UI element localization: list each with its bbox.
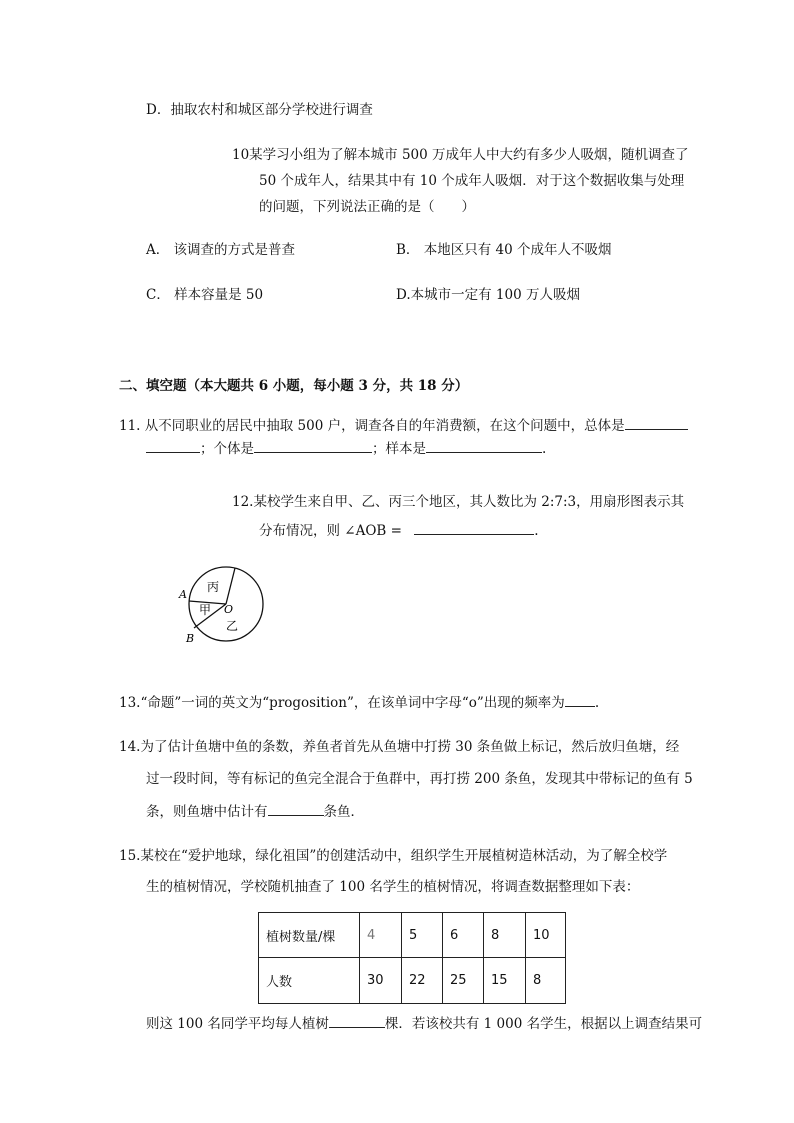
- pie-chart-figure: [168, 558, 268, 650]
- q10-stem-line2: 50 个成年人，结果其中有 10 个成年人吸烟．对于这个数据收集与处理: [259, 173, 685, 189]
- q12-end: .: [534, 523, 539, 539]
- q13-end: .: [594, 695, 600, 711]
- q11-line1: [119, 415, 688, 436]
- region-yi: 乙: [226, 619, 239, 633]
- q10-option-a: A． 该调查的方式是普查: [146, 242, 296, 258]
- table-cell: 25: [443, 958, 484, 1004]
- q11-blank-population: [625, 415, 688, 430]
- table-row-people: [259, 958, 566, 1004]
- q14-line1: 14.为了估计鱼塘中鱼的条数，养鱼者首先从鱼塘中打捞 30 条鱼做上标记，然后放归鱼塘，经: [119, 739, 680, 755]
- q15-line1: 15.某校在“爱护地球，绿化祖国”的创建活动中，组织学生开展植树造林活动，为了解全校学: [119, 848, 668, 864]
- table-cell: 6: [443, 913, 484, 958]
- q11-blank-sample: [426, 438, 542, 453]
- radius-third: [226, 568, 235, 604]
- q15-text-a: 则这 100 名同学平均每人植树: [146, 1016, 329, 1032]
- q10-stem-line3: 的问题，下列说法正确的是（ ）: [259, 199, 475, 215]
- table-header-quantity: 植树数量/棵: [259, 913, 360, 958]
- table-cell: 22: [402, 958, 443, 1004]
- table-cell: 8: [484, 913, 526, 958]
- q15-line3: [146, 1013, 702, 1034]
- region-bing: 丙: [207, 580, 220, 594]
- table-cell: 10: [526, 913, 566, 958]
- q15-blank: [329, 1013, 385, 1028]
- q10-option-b: B． 本地区只有 40 个成年人不吸烟: [396, 242, 612, 258]
- q13-text: 13.“命题”一词的英文为“progosition”，在该单词中字母“o”出现的频率为: [119, 695, 565, 711]
- q11-line2: [146, 438, 546, 459]
- section-heading: 二、填空题（本大题共 6 小题，每小题 3 分，共 18 分）: [119, 378, 469, 394]
- table-cell: 15: [484, 958, 526, 1004]
- q11-end: .: [542, 441, 547, 457]
- table-row-quantity: [259, 913, 566, 958]
- q12-blank-angle: [414, 520, 534, 535]
- table-cell: 5: [402, 913, 443, 958]
- table-header-people: 人数: [259, 958, 360, 1004]
- label-a: A: [179, 588, 187, 601]
- q15-text-b: 棵．若该校共有 1 000 名学生，根据以上调查结果可: [384, 1016, 703, 1032]
- q15-line2: 生的植树情况，学校随机抽查了 100 名学生的植树情况，将调查数据整理如下表：: [146, 879, 640, 895]
- q11-blank-population-cont: [146, 438, 200, 453]
- q11-sample-label: ；样本是: [372, 441, 426, 457]
- q9-option-d: D．抽取农村和城区部分学校进行调查: [146, 102, 373, 118]
- q10-option-c: C． 样本容量是 50: [146, 287, 264, 303]
- q14-line2: 过一段时间，等有标记的鱼完全混合于鱼群中，再打捞 200 条鱼，发现其中带标记的鱼有 5: [146, 771, 693, 787]
- q14-line3: [146, 801, 364, 822]
- table-cell: 4: [360, 913, 402, 958]
- table-cell: 8: [526, 958, 566, 1004]
- q12-line2: [259, 520, 539, 541]
- q12-question-text: 分布情况，则 ∠AOB =: [259, 523, 402, 539]
- q14-blank: [268, 801, 324, 816]
- q13-blank: [565, 692, 595, 707]
- q12-line1: 12.某校学生来自甲、乙、丙三个地区，其人数比为 2:7:3，用扇形图表示其: [232, 494, 685, 510]
- table-cell: 30: [360, 958, 402, 1004]
- q10-stem-line1: 10某学习小组为了解本城市 500 万成年人中大约有多少人吸烟，随机调查了: [232, 147, 689, 163]
- q14-text-b: 条鱼．: [323, 804, 364, 820]
- q13-line: [119, 692, 599, 713]
- label-b: B: [186, 632, 195, 645]
- q10-option-d: D.本城市一定有 100 万人吸烟: [396, 287, 580, 303]
- q11-blank-individual: [254, 438, 372, 453]
- tree-planting-table: [258, 912, 566, 1004]
- region-jia: 甲: [199, 603, 212, 617]
- label-o: O: [224, 603, 234, 616]
- q11-individual-label: ；个体是: [200, 441, 254, 457]
- q14-text-a: 条，则鱼塘中估计有: [146, 804, 268, 820]
- q11-text: 11. 从不同职业的居民中抽取 500 户，调查各自的年消费额，在这个问题中，总体是: [119, 418, 625, 434]
